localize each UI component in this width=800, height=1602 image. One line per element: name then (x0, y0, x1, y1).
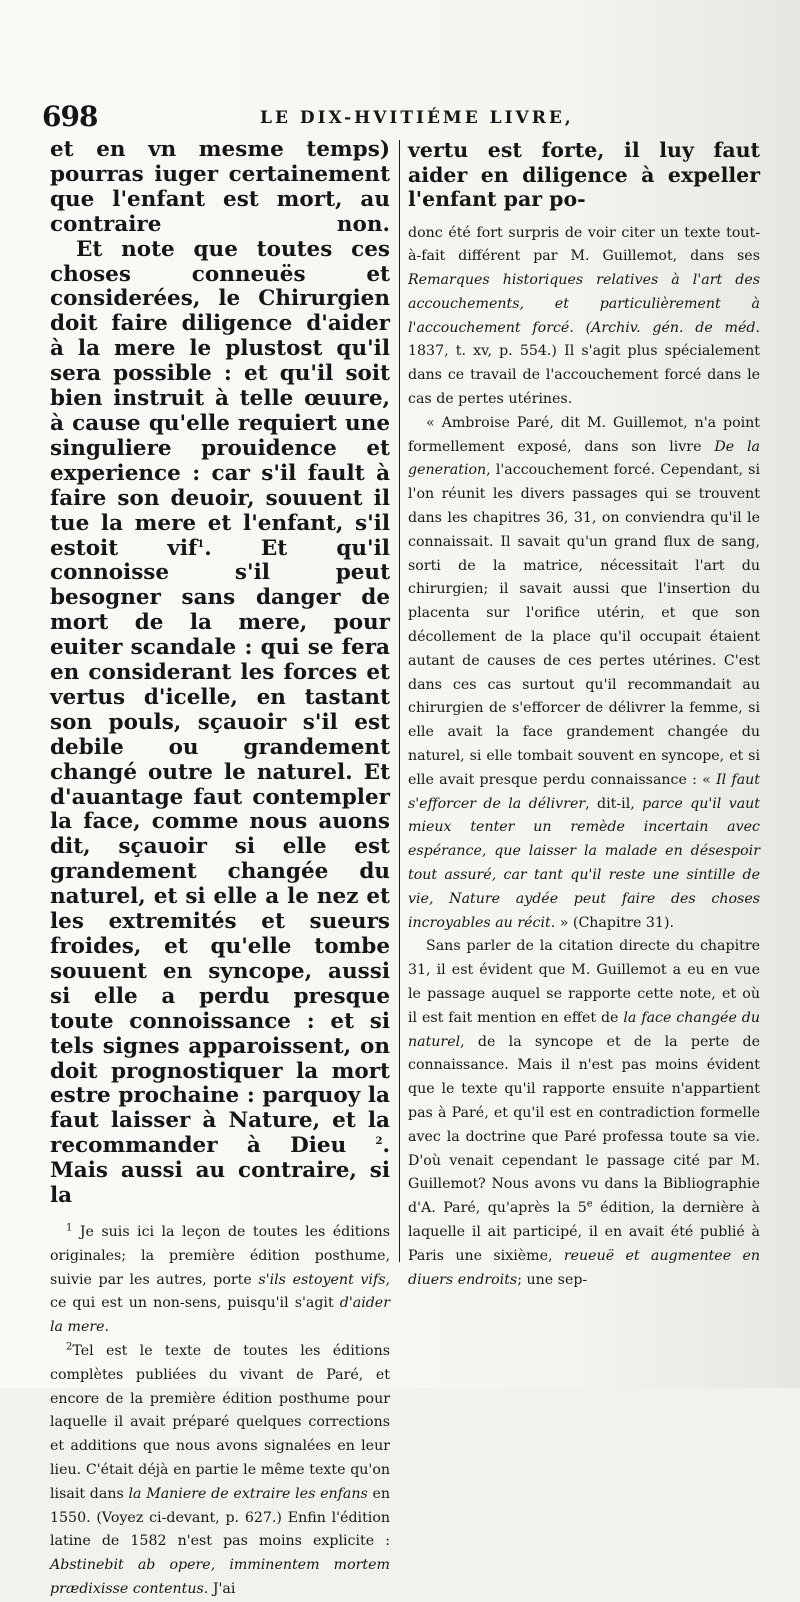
left-paragraph-2: Et note que toutes ces choses conneuës et considerées, le Chirurgien doit faire diligence d'aider à la mere le plustost qu'il sera possible : et qu'il soit bien instruit à telle œuure, à cause qu'elle requiert une singuliere prouidence et experience : car s'il fault à faire son deuoir, souuent il tue la mere et l'enfant, s'il estoit vif$^1$. Et qu'il connoisse s'il peut besogner sans danger de mort de la mere, pour euiter scandale : qui se fera en considerant les forces et vertus d'icelle, en tastant son pouls, sçauoir s'il est debile ou grandement changé outre le naturel. Et d'auantage faut contempler la face, comme nous auons dit, sçauoir si elle est grandement changée du naturel, et si elle a le nez et les extremités et sueurs froides, et qu'elle tombe souuent en syncope, aussi si elle a perdu presque toute connoissance : et si tels signes apparoissent, on doit prognostiquer la mort estre prochaine : parquoy la faut laisser à Nature, et la recommander à Dieu $^2$. Mais aussi au contraire, si la (50, 236, 390, 1209)
footnote-1 (50, 1221, 390, 1340)
footnote-1-text-b: , ce qui est un non-sens, puisqu'il s'agit (50, 1271, 391, 1312)
note-p2-italic-title: De la generation (408, 438, 761, 479)
footnote-2-text-c: . J'ai (203, 1580, 236, 1597)
running-head: LE DIX-HVITIÉME LIVRE, (260, 108, 574, 128)
footnote-2-italic-a: la Maniere de extraire les enfans (128, 1485, 368, 1502)
note-p1-text-b: 1837, t. xv, p. 554.) Il s'agit plus spécialement dans ce travail de l'accouchement forcé dans le cas de pertes utérines. (408, 343, 760, 408)
page-header (40, 100, 800, 140)
left-footnotes (50, 1221, 390, 1602)
note-continued-p1 (408, 222, 760, 412)
note-p3-sup: e (586, 1198, 593, 1210)
column-divider (399, 140, 400, 1262)
footnote-2-italic-b: Abstinebit ab opere, imminentem mortem prædixisse contentus (50, 1557, 390, 1597)
left-main-text (50, 138, 390, 1209)
note-p2-text-d: » (Chapitre 31). (555, 914, 674, 931)
note-p2-italic-quote-b: parce qu'il vaut mieux tenter un remède incertain avec espérance, que laisser la malade en désespoir tout assuré, car tant qu'il reste une sintille de vie, Nature aydée peut faire des choses incroyables au récit. (408, 795, 761, 931)
right-footnote-continued (408, 222, 760, 1293)
note-p3-text-a: Sans parler de la citation directe du chapitre 31, il est évident que M. Guillemot a eu en vue le passage auquel se rapporte cette note, et où il est fait mention en effet de (408, 938, 760, 1026)
footnote-1-italic-a: s'ils estoyent vifs (258, 1271, 386, 1288)
note-continued-p3 (408, 935, 760, 1292)
right-main-text (408, 138, 760, 212)
left-paragraph-2b-text: Et qu'il connoisse s'il peut besogner sans danger de mort de la mere, pour euiter scandale : qui se fera en considerant les forces et vertus d'icelle, en tastant son pouls, sçauoir s'il est debile ou grandement changé outre le naturel. Et d'auantage faut contempler la face, comme nous auons dit, sçauoir si elle est grandement changée du naturel, et si elle a le nez et les extremités et sueurs froides, et qu'elle tombe souuent en syncope, aussi si elle a perdu presque toute connoissance : et si tels signes apparoissent, on doit prognostiquer la mort estre prochaine : parquoy la faut laisser à Nature, et la recommander à Dieu (50, 535, 390, 1159)
footnote-2 (50, 1340, 390, 1602)
note-p3-text-d: ; une sep- (517, 1271, 588, 1288)
footnote-ref-1: 1 (197, 538, 205, 550)
note-p2-italic-quote-a: Il faut s'efforcer de la délivrer (408, 771, 760, 812)
note-p1-text-a: donc été fort surpris de voir citer un texte tout-à-fait différent par M. Guillemot, dans ses (408, 224, 760, 265)
left-column (50, 138, 390, 1602)
left-paragraph-2-text: Et note que toutes ces choses conneuës et considerées, le Chirurgien doit faire diligence d'aider à la mere le plustost qu'il sera possible : et qu'il soit bien instruit à telle œuure, à cause qu'elle requiert une singuliere prouidence et experience : car s'il fault à faire son deuoir, souuent il tue la mere et l'enfant, s'il estoit vif (50, 236, 390, 561)
footnote-1-italic-b: d'aider la mere (50, 1295, 390, 1336)
footnote-1-mark: 1 (66, 1222, 73, 1234)
right-column (408, 138, 760, 1292)
page-number: 698 (42, 100, 98, 133)
note-p3-italic-a: la face changée du naturel (408, 1009, 760, 1050)
note-continued-p2 (408, 412, 760, 936)
footnote-2-text-b: en 1550. (Voyez ci-devant, p. 627.) Enfin l'édition latine de 1582 n'est pas moins explicite : (50, 1485, 390, 1550)
left-paragraph-1: et en vn mesme temps) pourras iuger certainement que l'enfant est mort, au contraire non. (50, 137, 390, 237)
note-p3-text-c: édition, la dernière à laquelle il ait participé, il en avait été publié à Paris une sixième, (408, 1200, 760, 1264)
note-p3-text-b: , de la syncope et de la perte de connaissance. Mais il n'est pas moins évident que le texte qu'il rapporte ensuite n'appartient pas à Paré, et qu'il est en contradiction formelle avec la doctrine que Paré professa toute sa vie. D'où venait cependant le passage cité par M. Guillemot? Nous avons vu dans la Bibliographie d'A. Paré, qu'après la 5 (408, 1033, 760, 1217)
note-p2-text-c: , dit-il, (585, 795, 643, 812)
note-p3-italic-b: reueuë et augmentee en diuers endroits (408, 1247, 760, 1288)
footnote-2-mark: 2 (66, 1341, 73, 1353)
right-main-paragraph: vertu est forte, il luy faut aider en diligence à expeller l'enfant par po- (408, 138, 760, 211)
left-paragraph-3-text: Mais aussi au contraire, si la (50, 1158, 390, 1209)
footnote-1-text-c: . (104, 1319, 110, 1336)
footnote-1-text-a: Je suis ici la leçon de toutes les éditions originales; la première édition posthume, suivie par les autres, porte (50, 1223, 390, 1288)
footnote-ref-2: 2 (375, 1136, 383, 1148)
footnote-2-text-a: Tel est le texte de toutes les éditions complètes publiées du vivant de Paré, et encore de la première édition posthume pour laquelle il avait préparé quelques corrections et additions que nous avons signalées en leur lieu. C'était déjà en partie le même texte qu'on lisait dans (50, 1342, 390, 1502)
note-p2-text-a: « Ambroise Paré, dit M. Guillemot, n'a point formellement exposé, dans son livre (408, 414, 760, 455)
note-p2-text-b: , l'accouchement forcé. Cependant, si l'on réunit les divers passages qui se trouvent dans les chapitres 36, 31, on conviendra qu'il le connaissait. Il savait qu'un grand flux de sang, sorti de la matrice, nécessitait l'art du chirurgien; il savait aussi que l'insertion du placenta sur l'orifice utérin, et que son décollement de la place qu'il occupait étaient autant de causes de ces pertes utérines. C'est dans ces cas surtout qu'il recommandait au chirurgien de s'efforcer de délivrer la femme, si elle avait la face grandement changée du naturel, si elle tombait souvent en syncope, et si elle avait presque perdu connaissance : « (408, 462, 760, 788)
note-p1-italic: Remarques historiques relatives à l'art des accouchements, et particulièrement à l'accouchement forcé. (Archiv. gén. de méd. (408, 272, 760, 336)
